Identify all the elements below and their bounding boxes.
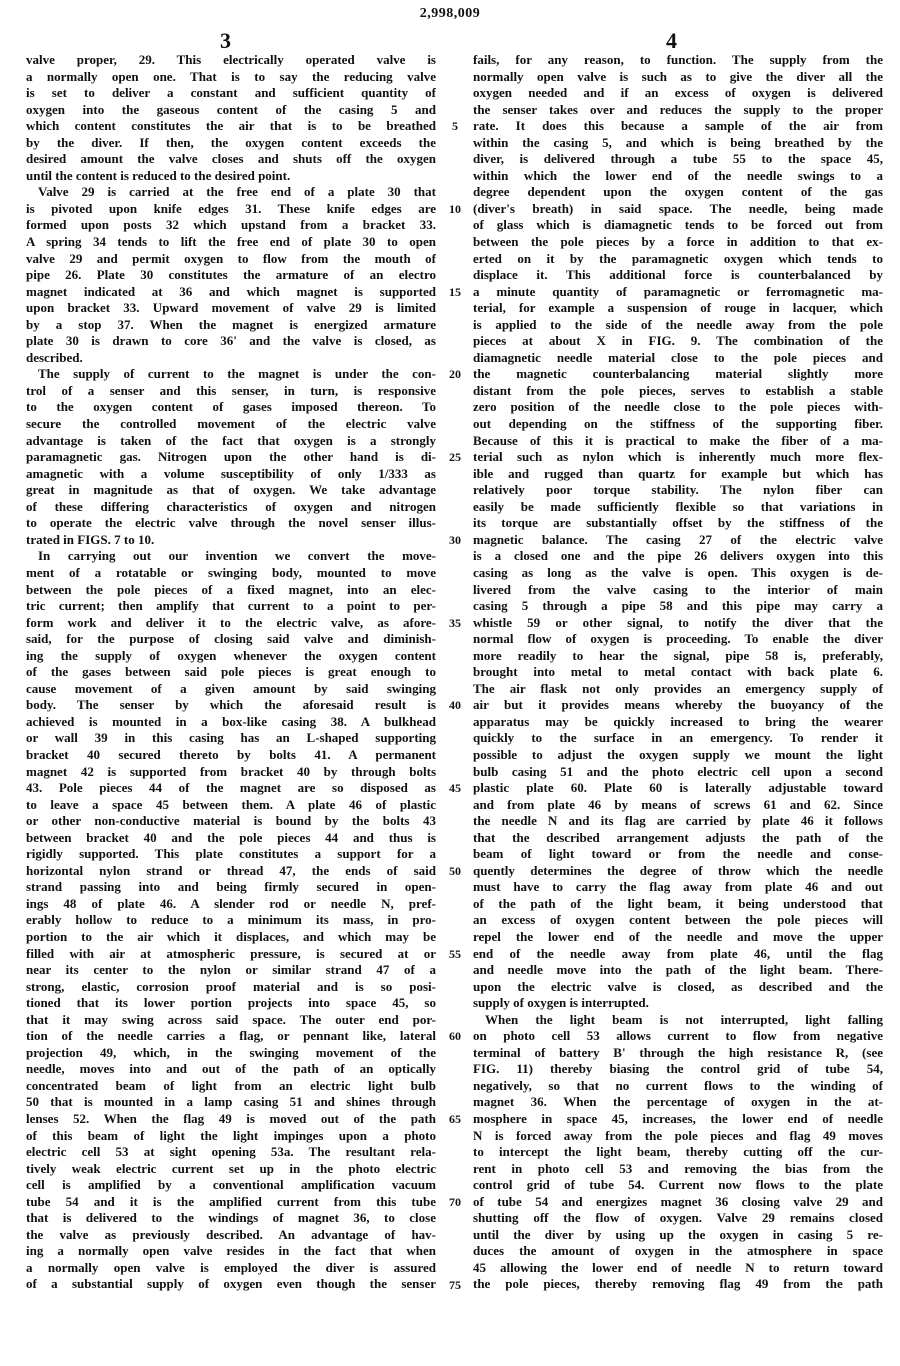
text-line: fails, for any reason, to function. The supply from the (473, 52, 883, 67)
text-line: brought into metal to metal contact with back plate 6. (473, 664, 883, 680)
line-number: 25 (449, 450, 461, 465)
patent-number: 2,998,009 (419, 6, 481, 21)
text-line: horizontal nylon strand or thread 47, the ends of said (26, 862, 436, 878)
text-line: to leave a space 45 between them. A plate 46 of plastic (26, 796, 436, 812)
text-line: When the light beam is not interrupted, light falling (485, 1011, 883, 1027)
text-line: the magnetic counterbalancing material slightly more (473, 366, 883, 382)
text-line: ing the supply of oxygen whenever the oxygen content (26, 647, 436, 663)
text-line: and from plate 46 by means of screws 61 and 62. Since (473, 796, 883, 812)
text-line: cause movement of a given amount by said swinging (26, 680, 436, 696)
line-number: 30 (449, 532, 461, 547)
line-number: 75 (449, 1277, 461, 1292)
text-line: pipe 26. Plate 30 constitutes the armature of an electro (26, 267, 436, 283)
text-line: of this beam of light the light impinges upon a photo (26, 1127, 436, 1143)
text-line: air but it provides means whereby the buoyancy of the (473, 697, 883, 713)
text-line: magnetic balance. The casing 27 of the electric valve (473, 531, 883, 547)
text-line: strand passing into and being firmly secured in open- (26, 879, 436, 895)
text-line: duces the amount of oxygen in the atmosphere in space (473, 1243, 883, 1259)
text-line: 43. Pole pieces 44 of the magnet are so disposed as (26, 780, 436, 796)
text-line: magnet 42 is supported from bracket 40 by through bolts (26, 763, 436, 779)
text-line: tively weak electric current set up in the photo electric (26, 1160, 436, 1176)
text-line: tion of the needle carries a flag, or pennant like, lateral (26, 1028, 436, 1044)
text-line: electric cell 53 at sight opening 53a. The resultant rela- (26, 1144, 436, 1160)
line-number: 50 (449, 863, 461, 878)
text-line: between bracket 40 and the pole pieces 44 and thus is (26, 829, 436, 845)
text-line: terminal of battery B' through the high resistance R, (see (473, 1044, 883, 1060)
text-line: out depending on the stiffness of the supporting fiber. (473, 416, 883, 432)
text-line: displace it. This additional force is counterbalanced by (473, 267, 883, 283)
text-line: or wall 39 in this casing has an L-shaped supporting (26, 730, 436, 746)
text-line: trated in FIGS. 7 to 10. (26, 531, 155, 547)
text-line: great in magnitude as that of oxygen. We take advantage (26, 482, 436, 498)
text-line: normally open valve is such as to give the diver all the (473, 68, 883, 84)
text-line: body. The senser by which the aforesaid result is (26, 697, 436, 713)
text-line: upon the electric valve is closed, as described and the (473, 978, 883, 994)
left-column-number: 3 (220, 28, 231, 53)
text-line: within the casing 5, and which is being breathed by the (473, 134, 883, 150)
text-line: of glass which is diamagnetic tends to be forced out from (473, 217, 883, 233)
text-line: by the diver. If then, the oxygen content exceeds the (26, 134, 436, 150)
text-line: tioned that its lower portion projects into space 45, so (26, 995, 436, 1011)
text-line: projection 49, which, in the swinging movement of the (26, 1044, 436, 1060)
text-line: of a substantial supply of oxygen even though the senser (26, 1276, 436, 1292)
text-line: ible and rugged than quartz for example but which has (473, 465, 883, 481)
text-line: relatively poor torque stability. The nylon fiber can (473, 482, 883, 498)
text-line: bracket 40 secured thereto by bolts 41. A permanent (26, 746, 436, 762)
text-line: supply of oxygen is interrupted. (473, 995, 649, 1011)
line-number: 45 (449, 781, 461, 796)
text-line: is set to deliver a constant and sufficient quantity of (26, 85, 436, 101)
line-number: 55 (449, 946, 461, 961)
text-line: must have to carry the flag away from plate 46 and out (473, 879, 883, 895)
line-number: 15 (449, 284, 461, 299)
text-line: upon bracket 33. Upward movement of valve 29 is limited (26, 300, 436, 316)
text-line: repel the lower end of the needle and move the upper (473, 928, 883, 944)
text-line: by a stop 37. When the magnet is energized armature (26, 316, 436, 332)
text-line: plate 30 is drawn to core 36' and the valve is closed, as (26, 333, 436, 349)
text-line: beam of light toward or from the needle and conse- (473, 846, 883, 862)
text-line: cell is amplified by a conventional amplification vacuum (26, 1177, 436, 1193)
text-line: on photo cell 53 allows current to flow from negative (473, 1028, 883, 1044)
text-line: concentrated beam of light from an electric light bulb (26, 1077, 436, 1093)
text-line: between the pole pieces by a force in addition to that ex- (473, 234, 883, 250)
text-line: oxygen needed and if an excess of oxygen is delivered (473, 85, 883, 101)
text-line: pieces at about X in FIG. 9. The combination of the (473, 333, 883, 349)
text-line: (diver's breath) in said space. The needle, being made (473, 200, 883, 216)
text-line: the valve as previously described. An advantage of hav- (26, 1226, 436, 1242)
text-line: oxygen into the gaseous content of the casing 5 and (26, 101, 436, 117)
text-line: within which the lower end of the needle swings to a (473, 167, 883, 183)
text-line: achieved is mounted in a box-like casing 38. A bulkhead (26, 713, 436, 729)
text-line: control grid of tube 54. Current now flows to the plate (473, 1177, 883, 1193)
text-line: its torque are substantially offset by the stiffness of the (473, 515, 883, 531)
text-line: that it may swing across said space. The outer end por- (26, 1011, 436, 1027)
text-line: tube 54 and it is the amplified current from this tube (26, 1193, 436, 1209)
text-line: 50 that is mounted in a lamp casing 51 and shines through (26, 1094, 436, 1110)
text-line: amagnetic with a volume susceptibility of only 1/333 as (26, 465, 436, 481)
text-line: an excess of oxygen content between the pole pieces will (473, 912, 883, 928)
text-line: Valve 29 is carried at the free end of a plate 30 that (38, 184, 436, 200)
text-line: a minute quantity of paramagnetic or ferromagnetic ma- (473, 283, 883, 299)
text-line: quently determines the degree of throw which the needle (473, 862, 883, 878)
text-line: the senser takes over and reduces the supply to the proper (473, 101, 883, 117)
text-line: The air flask not only provides an emergency supply of (473, 680, 883, 696)
text-line: form work and deliver it to the electric valve, as afore- (26, 614, 436, 630)
text-line: erably hollow to reduce to a minimum its mass, in pro- (26, 912, 436, 928)
text-line: distant from the pole pieces, serves to establish a stable (473, 382, 883, 398)
text-line: is a closed one and the pipe 26 delivers oxygen into this (473, 548, 883, 564)
text-line: that is delivered to the windings of magnet 36, to close (26, 1210, 436, 1226)
text-line: strong, elastic, corrosion proof material and is so posi- (26, 978, 436, 994)
text-line: magnet 36. When the percentage of oxygen in the at- (473, 1094, 883, 1110)
text-line: possible to adjust the oxygen supply we mount the light (473, 746, 883, 762)
text-line: is applied to the side of the needle away from the pole (473, 316, 883, 332)
text-line: trol of a senser and this senser, in turn, is responsive (26, 382, 436, 398)
text-line: whistle 59 or other signal, to notify the diver that the (473, 614, 883, 630)
text-line: A spring 34 tends to lift the free end of plate 30 to open (26, 234, 436, 250)
text-line: ing a normally open valve resides in the fact that when (26, 1243, 436, 1259)
text-line: terial, for example a suspension of rouge in lacquer, which (473, 300, 883, 316)
line-number: 40 (449, 698, 461, 713)
line-number: 35 (449, 615, 461, 630)
right-text-column (473, 52, 883, 1293)
text-line: N is forced away from the pole pieces and flag 49 moves (473, 1127, 883, 1143)
line-number: 65 (449, 1112, 461, 1127)
text-line: advantage is taken of the fact that oxygen is a strongly (26, 432, 436, 448)
text-line: magnet indicated at 36 and which magnet is supported (26, 283, 436, 299)
text-line: valve proper, 29. This electrically operated valve is (26, 52, 436, 67)
text-line: between the pole pieces of a fixed magnet, into an elec- (26, 581, 436, 597)
text-line: FIG. 11) thereby biasing the control grid of tube 54, (473, 1061, 883, 1077)
text-line: lenses 52. When the flag 49 is moved out of the path (26, 1111, 436, 1126)
text-line: until the content is reduced to the desired point. (26, 167, 291, 183)
text-line: the needle N and its flag are carried by plate 46 it follows (473, 813, 883, 829)
text-line: quickly to the surface in an emergency. To render it (473, 730, 883, 746)
text-line: the pole pieces, thereby removing flag 49 from the path (473, 1276, 883, 1292)
line-number: 20 (449, 367, 461, 382)
text-line: paramagnetic gas. Nitrogen upon the other hand is di- (26, 449, 436, 465)
text-line: near its center to the nylon or similar strand 47 of a (26, 962, 436, 978)
line-number: 10 (449, 201, 461, 216)
right-column-number: 4 (666, 28, 677, 53)
text-line: normal flow of oxygen is proceeding. To enable the diver (473, 631, 883, 647)
text-line: to intercept the light beam, thereby cutting off the cur- (473, 1144, 883, 1160)
text-line: of the path of the light beam, it being understood that (473, 895, 883, 911)
text-line: or other non-conductive material is bound by the bolts 43 (26, 813, 436, 829)
text-line: which content constitutes the air that is to be breathed (26, 118, 436, 134)
text-line: livered from the valve casing to the interior of main (473, 581, 883, 597)
line-number: 70 (449, 1194, 461, 1209)
text-line: diamagnetic needle material close to the pole pieces and (473, 349, 883, 365)
text-line: rate. It does this because a sample of the air from (473, 118, 883, 134)
line-number: 5 (452, 119, 458, 134)
text-line: degree dependent upon the oxygen content of the gas (473, 184, 883, 200)
text-line: is pivoted upon knife edges 31. These knife edges are (26, 200, 436, 216)
text-line: tric current; then amplify that current to a point to per- (26, 598, 436, 614)
text-line: formed upon posts 32 which upstand from a bracket 33. (26, 217, 436, 233)
text-line: ings 48 of plate 46. A slender rod or needle N, pref- (26, 895, 436, 911)
text-line: a normally open one. That is to say the reducing valve (26, 68, 436, 84)
left-text-column (26, 52, 436, 1293)
text-line: until the diver by using up the oxygen in casing 5 re- (473, 1226, 883, 1242)
text-line: mosphere in space 45, increases, the lower end of needle (473, 1111, 883, 1126)
text-line: erted on it by the paramagnetic oxygen which tends to (473, 250, 883, 266)
text-line: more readily to hear the signal, pipe 58 is, preferably, (473, 647, 883, 663)
text-line: negatively, so that no current flows to the winding of (473, 1077, 883, 1093)
text-line: described. (26, 349, 83, 365)
text-line: plastic plate 60. Plate 60 is laterally adjustable toward (473, 780, 883, 796)
text-line: The supply of current to the magnet is under the con- (38, 366, 436, 382)
text-line: and needle move into the path of the light beam. There- (473, 962, 883, 978)
text-line: a normally open valve is employed the diver is assured (26, 1259, 436, 1275)
text-line: of these differing characteristics of oxygen and nitrogen (26, 498, 436, 514)
text-line: that the described arrangement adjusts the path of the (473, 829, 883, 845)
text-line: In carrying out our invention we convert the move- (38, 548, 436, 564)
text-line: easily be made sufficiently flexible so that variations in (473, 498, 883, 514)
text-line: diver, is delivered through a tube 55 to the space 45, (473, 151, 883, 167)
text-line: bulb casing 51 and the photo electric cell upon a second (473, 763, 883, 779)
text-line: zero position of the needle close to the pole pieces with- (473, 399, 883, 415)
text-line: end of the needle away from plate 46, until the flag (473, 945, 883, 961)
text-line: filled with air at atmospheric pressure, is secured at or (26, 945, 436, 961)
text-line: casing as long as the valve is open. This oxygen is de- (473, 564, 883, 580)
text-line: Because of this it is practical to make the fiber of a ma- (473, 432, 883, 448)
text-line: of tube 54 and energizes magnet 36 closing valve 29 and (473, 1193, 883, 1209)
text-line: casing 5 through a pipe 58 and this pipe may carry a (473, 598, 883, 614)
text-line: said, for the purpose of closing said valve and diminish- (26, 631, 436, 647)
text-line: secure the controlled movement of the electric valve (26, 416, 436, 432)
text-line: needle, moves into and out of the path of an optically (26, 1061, 436, 1077)
text-line: rigidly supported. This plate constitutes a support for a (26, 846, 436, 862)
text-line: rent in photo cell 53 and removing the bias from the (473, 1160, 883, 1176)
text-line: shutting off the flow of oxygen. Valve 29 remains closed (473, 1210, 883, 1226)
text-line: 45 allowing the lower end of needle N to return toward (473, 1259, 883, 1275)
text-line: to operate the electric valve through the novel senser illus- (26, 515, 436, 531)
text-line: apparatus may be quickly increased to bring the wearer (473, 713, 883, 729)
text-line: valve 29 and permit oxygen to flow from the mouth of (26, 250, 436, 266)
text-line: desired amount the valve closes and shuts off the oxygen (26, 151, 436, 167)
text-line: portion to the air which it displaces, and which may be (26, 928, 436, 944)
line-number: 60 (449, 1029, 461, 1044)
text-line: to the oxygen content of gases imposed thereon. To (26, 399, 436, 415)
text-line: ment of a rotatable or swinging body, mounted to move (26, 564, 436, 580)
text-line: of the gases between said pole pieces is great enough to (26, 664, 436, 680)
text-line: terial such as nylon which is inherently much more flex- (473, 449, 883, 465)
